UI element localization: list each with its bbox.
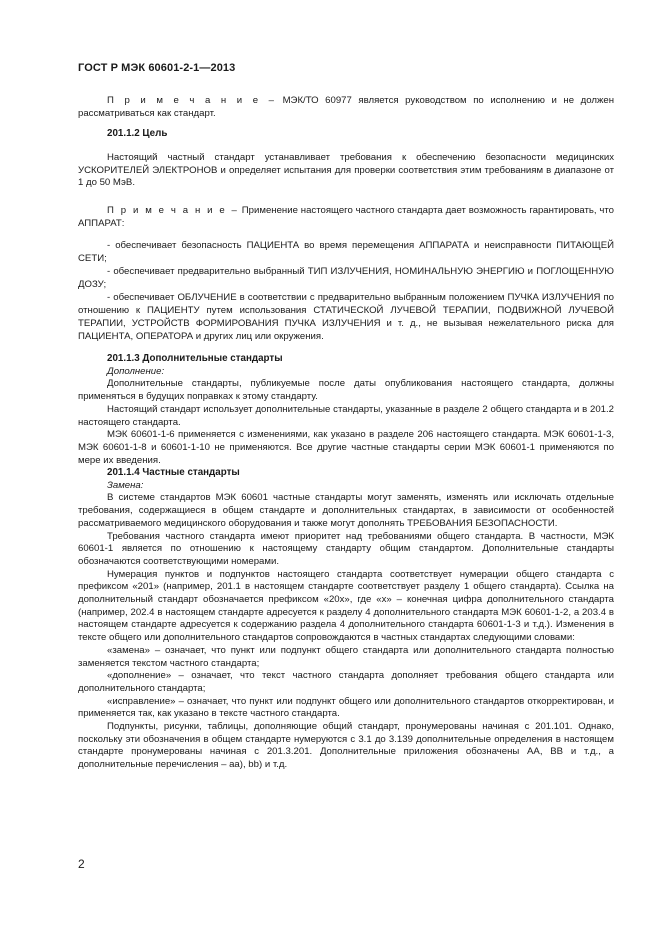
list-item: - обеспечивает ОБЛУЧЕНИЕ в соответствии с предварительно выбранным положением ПУЧКА ИЗЛУЧЕНИЯ по отношению к ПАЦИЕНТУ путем использования СТАТИЧЕСКОЙ ЛУЧЕВОЙ ТЕРАПИИ, ПОДВИЖНОЙ ЛУЧЕВОЙ ТЕРАПИИ, УСТРОЙСТВ ФОРМИРОВАНИЯ ПУЧКА ИЗЛУЧЕНИЯ и т. д., не вызывая нежелательного риска для ПАЦИЕНТА, ОПЕРАТОРА и других лиц или окружения. xyxy=(78,292,614,342)
paragraph: «замена» – означает, что пункт или подпункт общего стандарта или дополнительного стандарта полностью заменяется текстом частного стандарта; xyxy=(78,644,614,669)
section-201-1-4 xyxy=(78,467,614,772)
section-201-1-3 xyxy=(78,353,614,467)
amendment-type: Замена: xyxy=(107,479,144,491)
paragraph: «исправление» – означает, что пункт или подпункт общего или дополнительного стандартов откорректирован, и применяется так, как указано в тексте частного стандарта. xyxy=(78,695,614,720)
page-number: 2 xyxy=(78,857,85,871)
section-heading-201-1-2: 201.1.2 Цель xyxy=(107,128,168,139)
requirements-list xyxy=(78,239,614,343)
note-2 xyxy=(78,205,614,230)
document-header: ГОСТ Р МЭК 60601-2-1—2013 xyxy=(78,62,236,74)
paragraph: Подпункты, рисунки, таблицы, дополняющие общий стандарт, пронумерованы начиная с 201.101. Однако, поскольку эти обозначения в общем стандарте нумеруются с 3.1 до 3.139 дополнительные определения в настоящем стандарте пронумерованы начиная с 201.3.201. Дополнительные приложения обозначены АА, ВВ и т.д., а дополнительные перечисления – аа), bb) и т.д. xyxy=(78,721,614,771)
section-201-1-2-body xyxy=(78,152,614,190)
paragraph: В системе стандартов МЭК 60601 частные стандарты могут заменять, изменять или исключать отдельные требования, содержащиеся в общем стандарте и дополнительных стандартах, в зависимости от особенностей рассматриваемого медицинского оборудования и также могут дополнять ТРЕБОВАНИЯ БЕЗОПАСНОСТИ. xyxy=(78,492,614,529)
paragraph: Дополнительные стандарты, публикуемые после даты опубликования настоящего стандарта, должны применяться в будущих поправках к этому стандарту. xyxy=(78,378,614,403)
note-text: Применение настоящего частного стандарта дает возможность гарантировать, что АППАРАТ: xyxy=(78,205,615,229)
note-1 xyxy=(78,95,614,120)
note-text: МЭК/ТО 60977 является руководством по исполнению и не должен рассматриваться как стандарт. xyxy=(78,95,615,119)
list-item: - обеспечивает безопасность ПАЦИЕНТА во время перемещения АППАРАТА и неисправности ПИТАЮЩЕЙ СЕТИ; xyxy=(78,240,614,264)
section-heading-201-1-4: 201.1.4 Частные стандарты xyxy=(107,467,240,478)
note-label: П р и м е ч а н и е – xyxy=(107,95,276,106)
paragraph: Настоящий частный стандарт устанавливает требования к обеспечению безопасности медицинских УСКОРИТЕЛЕЙ ЭЛЕКТРОНОВ и определяет испытания для проверки соответствия этим требованиям в диапазоне от 1 до 50 МэВ. xyxy=(78,152,614,189)
section-heading-201-1-3: 201.1.3 Дополнительные стандарты xyxy=(107,353,283,364)
paragraph: Нумерация пунктов и подпунктов настоящего стандарта соответствует нумерации общего стандарта с префиксом «201» (например, 201.1 в настоящем стандарте соответствует разделу 1 общего стандарта). Ссылка на дополнительный стандарт обозначается префиксом «20x», где «x» – конечная цифра дополнительного стандарта (например, 202.4 в настоящем стандарте адресуется к разделу 4 дополнительного стандарта МЭК 60601-1-2, а 203.4 в настоящем стандарте адресуется к содержанию раздела 4 дополнительного стандарта 60601-1-3 и т.д.). Изменения в тексте общего или дополнительного стандартов сопровождаются в частных стандартах следующими словами: xyxy=(78,568,614,644)
list-item: - обеспечивает предварительно выбранный ТИП ИЗЛУЧЕНИЯ, НОМИНАЛЬНУЮ ЭНЕРГИЮ и ПОГЛОЩЕННУЮ ДОЗУ; xyxy=(78,266,614,290)
paragraph: Настоящий стандарт использует дополнительные стандарты, указанные в разделе 2 общего стандарта и в 201.2 настоящего стандарта. xyxy=(78,403,614,428)
amendment-type: Дополнение: xyxy=(107,365,165,377)
paragraph: МЭК 60601-1-6 применяется с изменениями, как указано в разделе 206 настоящего стандарта. МЭК 60601-1-3, МЭК 60601-1-8 и 60601-1-10 не применяются. Все другие частные стандарты серии МЭК 60601-1 применяются по мере их введения. xyxy=(78,429,614,466)
paragraph: Требования частного стандарта имеют приоритет над требованиями общего стандарта. В частности, МЭК 60601-1 является по отношению к настоящему стандарту общим стандартом. Дополнительные стандарты обозначаются соответствующими номерами. xyxy=(78,530,614,567)
note-label: П р и м е ч а н и е – xyxy=(107,205,239,216)
paragraph: «дополнение» – означает, что текст частного стандарта дополняет требования общего стандарта или дополнительного стандарта; xyxy=(78,670,614,694)
